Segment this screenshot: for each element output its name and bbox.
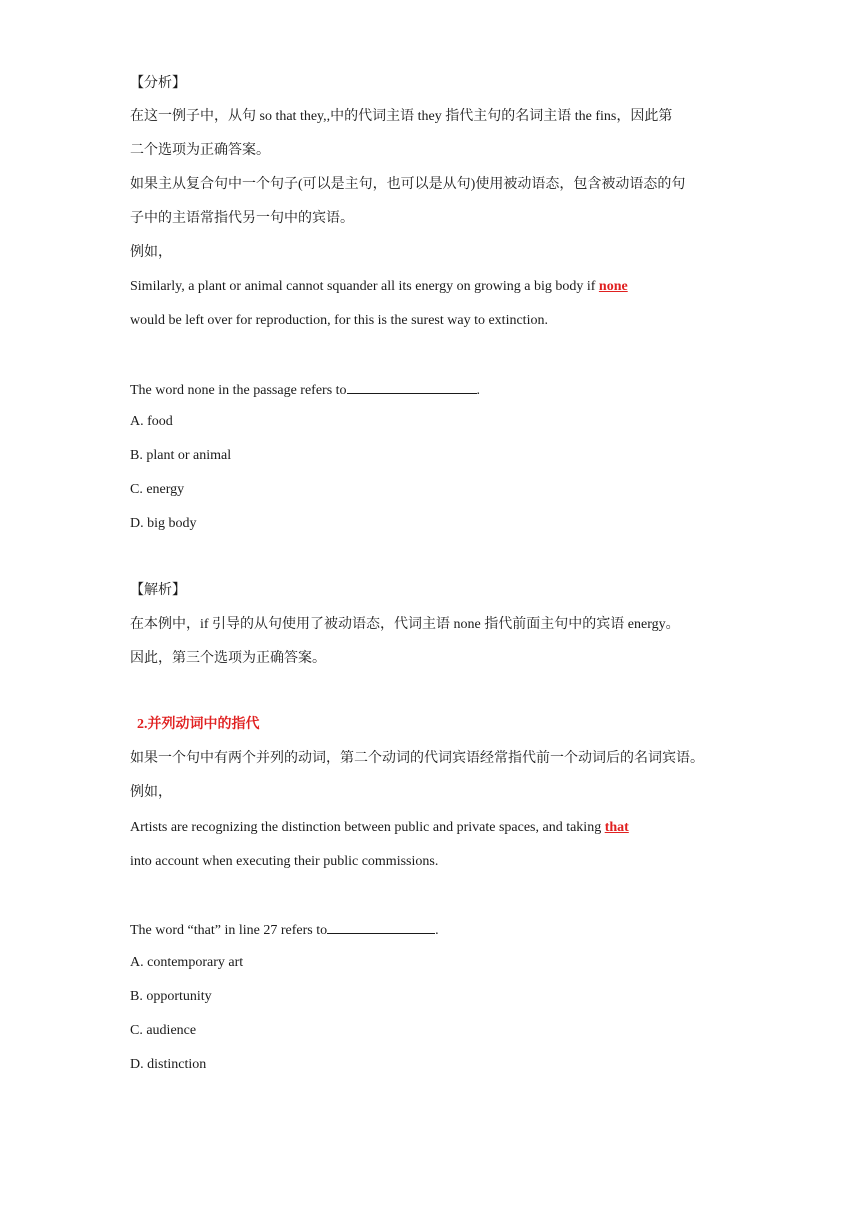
rule-line-1: 如果主从复合句中一个句子(可以是主句，也可以是从句)使用被动语态，包含被动语态的句 (130, 177, 686, 192)
question-2 (130, 920, 439, 940)
example-2-sentence-text: Artists are recognizing the distinction between public and private spaces, and taking (130, 820, 605, 835)
question-1-period: . (476, 383, 481, 398)
example-1-sentence-line-1 (130, 278, 628, 296)
question-2-period: . (435, 923, 439, 938)
example-1-sentence-line-2: would be left over for reproduction, for this is the surest way to extinction. (130, 313, 548, 328)
question-2-text: The word “that” in line 27 refers to (130, 923, 328, 938)
explanation-line-2: 因此，第三个选项为正确答案。 (130, 651, 326, 666)
example-1-highlight-word: none (598, 279, 628, 294)
example-1-sentence-text: Similarly, a plant or animal cannot squander all its energy on growing a big body if (130, 279, 599, 294)
section-2-heading: 2.并列动词中的指代 (137, 717, 260, 732)
example-label-2: 例如， (130, 785, 172, 800)
answer-blank-1 (347, 380, 477, 394)
explanation-heading: 【解析】 (130, 583, 186, 598)
example-2-sentence-line-1 (130, 819, 629, 837)
example-label-1: 例如， (130, 245, 172, 260)
question-1 (130, 380, 480, 400)
question-1-option-c: C. energy (130, 482, 185, 497)
question-2-option-b: B. opportunity (130, 989, 212, 1004)
analysis-line-1: 在这一例子中，从句 so that they,,中的代词主语 they 指代主句的名词主语 the fins，因此第 (130, 109, 673, 124)
section-2-rule: 如果一个句中有两个并列的动词，第二个动词的代词宾语经常指代前一个动词后的名词宾语。 (130, 751, 704, 766)
answer-blank-2 (327, 920, 435, 934)
question-2-option-c: C. audience (130, 1023, 197, 1038)
question-2-option-d: D. distinction (130, 1057, 207, 1072)
question-1-option-b: B. plant or animal (130, 448, 232, 463)
question-1-option-a: A. food (130, 414, 173, 429)
example-2-sentence-line-2: into account when executing their public commissions. (130, 854, 439, 869)
analysis-line-2: 二个选项为正确答案。 (130, 143, 270, 158)
rule-line-2: 子中的主语常指代另一句中的宾语。 (130, 211, 354, 226)
question-1-text: The word none in the passage refers to (130, 383, 347, 398)
question-1-option-d: D. big body (130, 516, 197, 531)
explanation-line-1: 在本例中，if 引导的从句使用了被动语态，代词主语 none 指代前面主句中的宾语 energy。 (130, 617, 680, 632)
example-2-highlight-word: that (604, 820, 629, 835)
analysis-heading: 【分析】 (130, 76, 186, 91)
question-2-option-a: A. contemporary art (130, 955, 244, 970)
